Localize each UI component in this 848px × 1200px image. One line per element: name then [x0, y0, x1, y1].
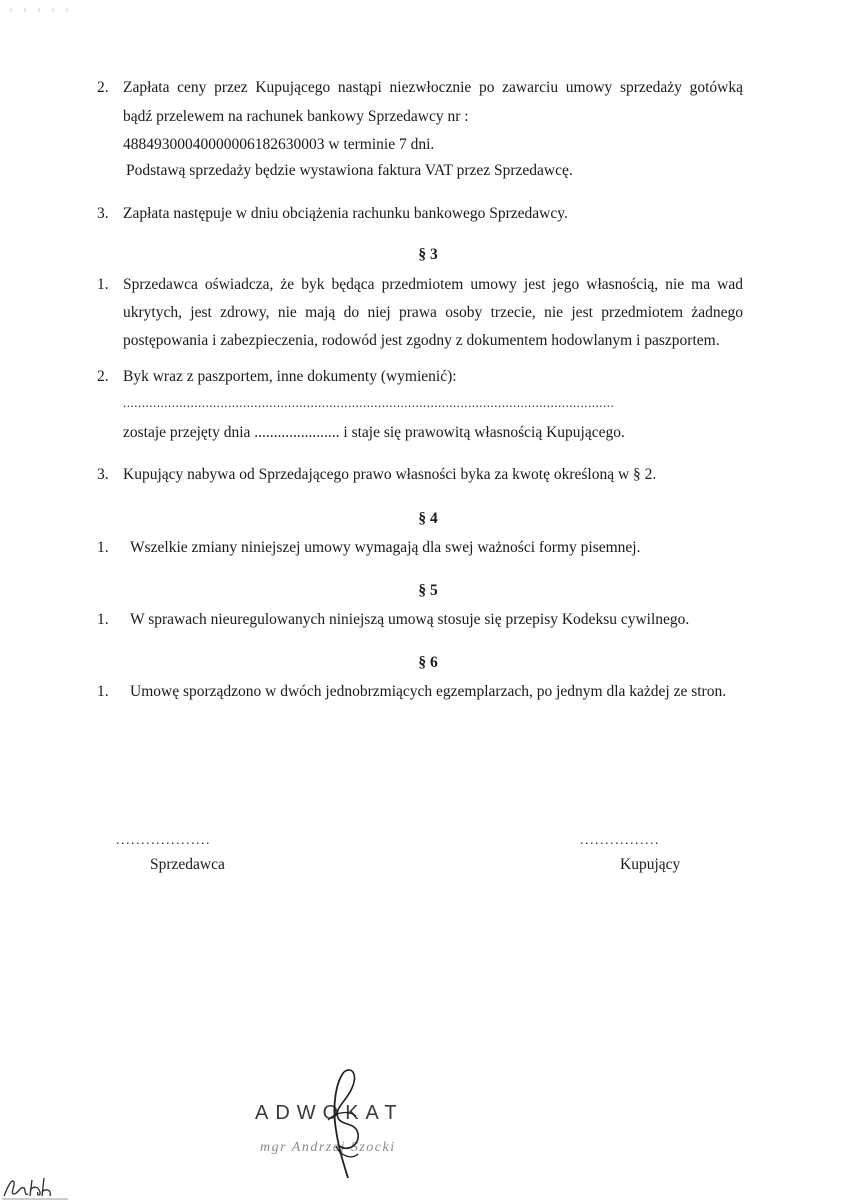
item-number: 2.	[97, 368, 109, 385]
stamp-name: mgr Andrzej Szocki	[260, 1140, 396, 1155]
section-heading: § 5	[418, 582, 438, 599]
item-number: 3.	[97, 466, 109, 483]
item-number: 2.	[97, 79, 109, 96]
copies-line: Umowę sporządzono w dwóch jednobrzmiących egzemplarzach, po jednym dla każdej ze stron.	[130, 683, 727, 700]
invoice-line: Podstawą sprzedaży będzie wystawiona faktura VAT przez Sprzedawcę.	[126, 162, 573, 179]
scan-artifact	[10, 8, 80, 12]
stamp-title: ADWOKAT	[255, 1102, 404, 1124]
payment-date-line: Zapłata następuje w dniu obciążenia rachunku bankowego Sprzedawcy.	[123, 205, 568, 222]
documents-line: Byk wraz z paszportem, inne dokumenty (wymienić):	[123, 368, 457, 385]
payment-paragraph-line: bądź przelewem na rachunek bankowy Sprzedawcy nr :	[123, 108, 469, 125]
buyer-label: Kupujący	[620, 856, 681, 873]
section-heading: § 6	[418, 654, 438, 671]
seller-label: Sprzedawca	[150, 856, 225, 873]
payment-paragraph-line: Zapłata ceny przez Kupującego nastąpi niezwłocznie po zawarciu umowy sprzedaży gotówką	[123, 79, 743, 96]
declaration-line: Sprzedawca oświadcza, że byk będąca przedmiotem umowy jest jego własnością, nie ma wad	[123, 276, 743, 293]
section-heading: § 3	[418, 246, 438, 263]
item-number: 1.	[97, 539, 109, 556]
changes-line: Wszelkie zmiany niniejszej umowy wymagają dla swej ważności formy pisemnej.	[130, 539, 641, 556]
section-heading: § 4	[418, 510, 438, 527]
item-number: 1.	[97, 611, 109, 628]
documents-fill-line: ...................................................................................................................................	[123, 396, 615, 410]
initials-icon	[0, 1172, 70, 1200]
declaration-line: postępowania i zabezpieczenia, rodowód jest zgodny z dokumentem hodowlanym i paszportem.	[123, 332, 720, 349]
handwritten-signature-icon	[240, 1060, 420, 1180]
lawyer-stamp	[240, 1060, 420, 1180]
buyer-signature-line: ................	[580, 833, 660, 848]
item-number: 3.	[97, 205, 109, 222]
transfer-date-line: zostaje przejęty dnia ...................... i staje się prawowitą własnością Kupującego.	[123, 424, 625, 441]
bank-account-line: 48849300040000006182630003 w terminie 7 dni.	[123, 136, 435, 153]
item-number: 1.	[97, 276, 109, 293]
seller-signature-line: ...................	[116, 833, 211, 848]
declaration-line: ukrytych, jest zdrowy, nie mają do niej prawa osoby trzecie, nie jest przedmiotem żadnego	[123, 304, 743, 321]
item-number: 1.	[97, 683, 109, 700]
ownership-line: Kupujący nabywa od Sprzedającego prawo własności byka za kwotę określoną w § 2.	[123, 466, 657, 483]
civil-code-line: W sprawach nieuregulowanych niniejszą umową stosuje się przepisy Kodeksu cywilnego.	[130, 611, 690, 628]
